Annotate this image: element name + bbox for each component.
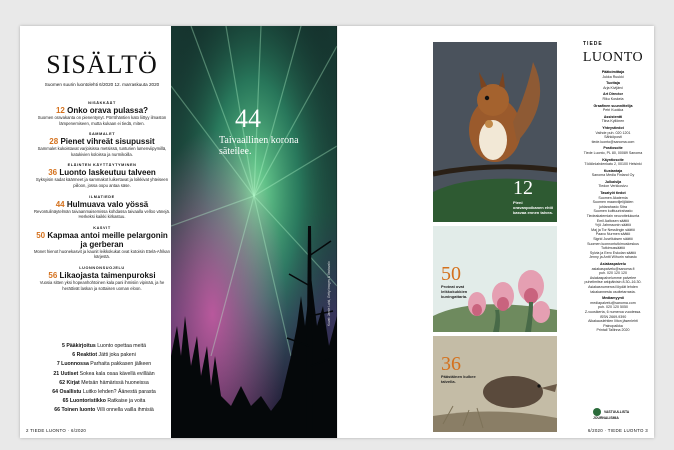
list-item-label: Toinen luonto [61,407,96,414]
section-title: Pienet vihreät sisupussit [60,137,155,147]
section-category: NISÄKKÄÄT [88,101,116,105]
right-page [337,26,654,438]
masthead-block [577,191,649,260]
list-item[interactable] [36,406,172,415]
masthead-line: ISSN 2669-9390 [599,314,627,319]
page-folio-right: 6/2020 · TIEDE LUONTO 3 [587,428,648,433]
masthead-line: tiede.luonto@sanoma.com [591,139,635,144]
masthead-line: Petri Kuokka [602,108,624,113]
shrew-photo [433,336,557,432]
list-item-number: 5 [62,343,65,349]
section-headline[interactable] [32,271,172,280]
masthead-line: Z-vuosikerta, 6 numeroa vuodessa. [584,309,642,314]
list-item[interactable] [36,388,172,397]
toc-sections [32,101,172,291]
toc-section [32,266,172,291]
issue-subtitle: Suomen suurin luontolehti 6/2020 12. marraskuuta 2020 [44,82,160,87]
list-item-number: 66 [54,407,60,414]
masthead-line: Yrjö Jahnssonin säätiö [594,223,632,228]
shrew-caption: Päästäinen kulkee talvella. [441,374,476,384]
masthead-block [577,81,649,90]
masthead-line: Sähköposti [604,135,622,140]
list-item-label: Osallistu [59,389,82,396]
section-description: Vuosia sitten yksi hopeanhohtoinen kala pani ihmisiin vipinää, ja he herättivät laskan ja sottaisen uoman eloon. [39,279,165,291]
section-description: Revontulinäytelmän taivaanmaisemissa kohdassa taivaalla velloo vänejä. Herkeksi kaikki kirkastuu. [34,208,170,220]
list-item-number: 21 [53,370,60,377]
responsible-journalism-seal: VASTUULLISTA JOURNALISMIA [593,409,630,420]
toc-section [32,195,172,220]
squirrel-photo [433,42,557,222]
list-item[interactable] [36,370,172,379]
section-headline[interactable] [32,106,172,115]
section-description: Sammalet kukoistavat varjoisissa metsissä, tunturien lumenviipymillä, katukivien koloissa ja nurmikoilla. [37,146,167,157]
aurora-photo [171,26,337,438]
masthead-line: Tiede Luonto, PL 80, 00089 Sanoma [583,150,643,155]
section-page-number: 44 [55,199,65,209]
masthead-line: Tutkimussäätiö [600,246,626,251]
masthead-role: Assistentti [603,114,623,119]
masthead-line: mediapalvelu@sanoma.com [590,300,636,305]
section-category: ELÄINTEN KÄYTTÄYTYMINEN [67,163,137,168]
spine-shadow [336,26,338,438]
masthead-role: Graafinen suunnittelija [593,103,633,108]
masthead-line: Tiedon Verkkosivu [598,184,628,189]
masthead-block [577,104,649,113]
masthead-line: Suomen kulttuurirahasto [593,209,633,214]
masthead-role: Julkaisija [604,179,622,184]
masthead-role: Tasatyöt tiedot [600,191,626,196]
protea-number: 50 [441,263,461,285]
section-headline[interactable] [32,137,172,146]
masthead-role: Tuottaja [606,81,620,86]
masthead-role: Kustantaja [603,168,623,173]
list-item-number: 7 [56,361,60,368]
list-item[interactable] [36,351,172,360]
masthead-line: takakannesta osoitetarrasta. [590,289,636,294]
list-item-text: Villi onnella vailla ihmisiä [96,407,154,414]
masthead-line: Suomen Akatemia [598,195,628,200]
masthead-line: puh. 020 120 5050 [598,305,628,310]
section-description: Suomen oravakanta on pienentynyt. Pörröhäntien kato liittyy ilmaston lämpenemiseen, mutta kukaan ei tiedä, miten. [37,115,167,126]
section-page-number: 12 [55,106,65,115]
section-page-number: 28 [49,137,59,147]
list-item-label: Pääkirjoitus [66,343,96,349]
list-item-text: Sokea kala osaa kävellä evillään [79,370,155,377]
masthead-credits [577,70,649,333]
protea-caption: Proteat ovat leikkokukkien kuningattaria. [441,284,468,299]
section-category: KASVIT [93,225,111,230]
section-category: LUONNONSUOJELU [79,265,125,270]
section-description: Monet hienot huonekasvit ja kaunit leikkokukat ovat kotoisin Etelä-Afrikan kärjestä. [34,248,170,260]
masthead-line: juhlarahasto Sitra [599,204,627,209]
masthead-line: Emil Aaltosen säätiö [596,218,630,223]
shrew-image [433,336,557,432]
aurora-image [171,26,337,438]
masthead-line: Asiakasnumerosi löydät lehden [588,284,638,289]
masthead-line: Paavo Nurmen säätiö [595,232,631,237]
list-item-number: 65 [62,398,69,405]
masthead-line: Sanoma Media Finland Oy [591,173,635,178]
masthead-line: puhelimitse arkipäivisin 8.30–16.30. [584,280,642,285]
list-item[interactable] [36,379,172,388]
section-headline[interactable] [32,200,172,209]
masthead-role: Asiakaspalvelu [600,261,626,266]
page-folio-left: 2 TIEDE LUONTO · 6/2020 [26,428,87,433]
masthead-line: Suomen maanviljelijöiden [592,200,634,205]
photo-caption: Taivaallinen korona säteilee. [219,135,299,157]
masthead-line: Maj ja Tor Nesslingin säätiö [591,227,635,232]
toc-section [32,226,172,260]
masthead [577,38,649,335]
list-item[interactable] [36,342,172,351]
masthead-line: Aikakauslehtien liiton jäsenlehti [588,319,638,324]
squirrel-caption: Pieni oravanpoikanen ehtii kasvaa ennen talvea. [513,200,554,215]
masthead-line: Tiedeakatemiain neuvottelukunta [586,214,640,219]
page-title: SISÄLTÖ [46,50,158,79]
masthead-role: Käyntiosoite [602,157,624,162]
masthead-block [577,70,649,79]
masthead-role: Postiosoite [603,146,623,151]
section-page-number: 50 [36,230,46,240]
section-page-number: 56 [48,270,58,280]
masthead-line: puh. 020 120 120 [599,271,627,276]
masthead-block [577,146,649,155]
magazine-logo: TIEDE LUONTO [582,41,644,65]
seal-icon [593,408,601,416]
list-item-label: Luonnossa [61,361,89,368]
toc-section [32,163,172,188]
section-title: Onko orava pulassa? [67,106,149,115]
magazine-spread [20,26,654,438]
section-category: SAMMALET [88,132,116,137]
list-item-text: Luitko lehden? Äänestä parasta [82,389,156,396]
masthead-line: Painopaikka [603,323,623,328]
list-item-text: Jätti joka pakeni [98,352,136,359]
masthead-line: Suomen luonnontutkimuskeskus [587,241,639,246]
list-item-number: 64 [52,389,58,396]
masthead-block [577,126,649,144]
list-item-text: Parhaita pakkasen jälkeen [90,361,152,368]
list-item-text: Ratkaise ja voita [107,398,146,405]
section-title: Hulmuava valo yössä [66,199,149,209]
masthead-line: Sylvia ja Eero Eskolan säätiö [589,250,637,255]
list-item[interactable] [36,397,172,406]
list-item-label: Reaktiot [76,352,98,359]
masthead-block [577,180,649,189]
masthead-block [577,169,649,178]
section-headline[interactable] [32,168,172,177]
list-item-number: 6 [72,352,76,359]
table-of-contents [32,36,172,297]
masthead-line: Jenny ja Antti Wihurin rahasto [589,255,637,260]
masthead-line: Vaihde puh. 020 1201 [595,130,631,135]
protea-photo [433,226,557,332]
section-page-number: 36 [48,168,58,178]
left-page [20,26,337,438]
masthead-block [577,92,649,101]
masthead-role: Mediamyynti [602,296,624,301]
list-item-label: Kirjat [66,379,80,386]
section-title: Kapmaa antoi meille pelargonin ja gerberan [47,230,168,249]
section-headline[interactable] [32,231,172,249]
masthead-line: Arja Kivijärvi [603,85,623,90]
masthead-line: Sigrid Juséliuksen säätiö [593,237,633,241]
section-description: Syksyisin sadat käärmeet ja sammakot luikertavat ja loikkivat yhteiseen piiloon, jossa oopu antaa säse. [35,177,169,188]
list-item-label: Uutiset [60,370,79,377]
section-title: Likaojasta taimenpuroksi [59,270,156,280]
squirrel-image [433,42,557,222]
section-title: Luonto laskeutuu talveen [59,168,156,178]
masthead-role: Art Director [603,92,623,97]
list-item[interactable] [36,360,172,369]
masthead-role: Päätoimittaja [601,70,625,74]
masthead-line: Jukka Ruukki [602,74,624,79]
masthead-line: Asiakaspalvelumme palvelee [589,275,637,280]
masthead-line: asiakaspalvelu@sanoma.fi [591,266,635,271]
list-item-label: Luontoristikko [69,398,106,405]
masthead-line: Tiina Kyllönen [601,119,625,124]
photo-number: 44 [235,104,261,133]
toc-list [36,342,172,416]
masthead-line: Töölönlahdenkatu 2, 00100 Helsinki [584,162,642,167]
photo-credit: Kuvat: Jamie Lahti, Getty Images & Vastavalo [327,261,331,326]
masthead-block [577,158,649,167]
squirrel-number: 12 [513,177,533,199]
list-item-text: Luonto opettaa meitä [97,343,146,349]
masthead-line: Riku Koskela [602,96,624,101]
masthead-role: Yhteystiedot [602,125,624,130]
list-item-text: Metsän hämärissä huoneissa [81,379,149,386]
list-item-number: 62 [59,379,66,386]
section-category: ILMATIEDE [89,194,115,199]
toc-section [32,101,172,126]
masthead-block [577,296,649,333]
masthead-block [577,115,649,124]
masthead-line: Printall Tallinna 2020 [596,328,630,333]
masthead-block [577,262,649,294]
shrew-number: 36 [441,353,461,375]
toc-section [32,132,172,157]
